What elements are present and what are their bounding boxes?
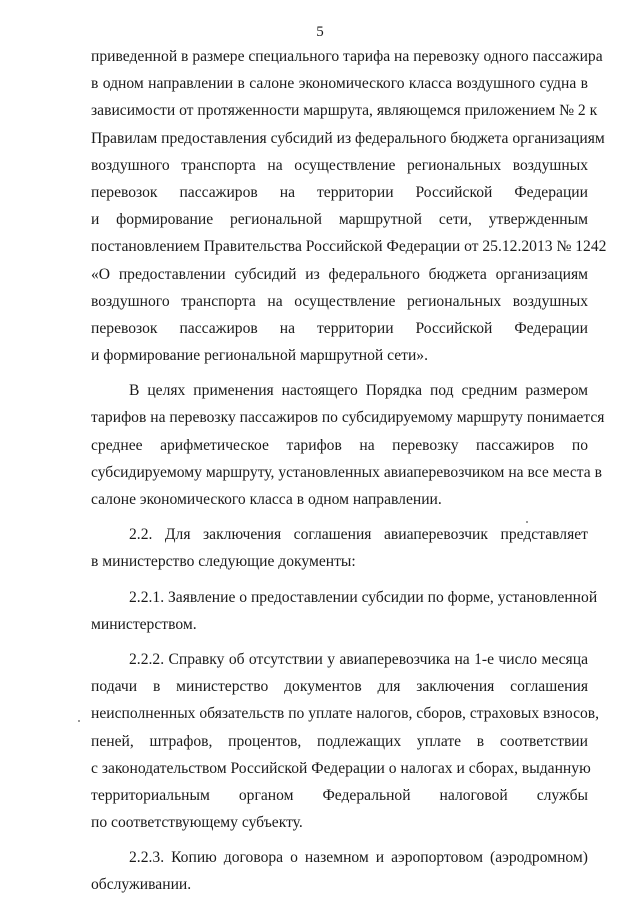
text-line: салоне экономического класса в одном направлении. <box>91 491 442 508</box>
text-line: и формирование региональной маршрутной сети, утвержденным <box>91 211 588 229</box>
paragraph-gap <box>91 638 588 646</box>
text-line: обслуживании. <box>91 876 192 894</box>
scan-speck <box>78 720 80 722</box>
text-line: постановлением Правительства Российской Федерации от 25.12.2013 № 1242 <box>91 238 607 256</box>
text-line: 2.2.3. Копию договора о наземном и аэропортовом (аэродромном) <box>129 849 588 867</box>
paragraph-gap <box>91 369 588 377</box>
text-line: Правилам предоставления субсидий из федерального бюджета организациям <box>91 129 605 147</box>
text-line: неисполненных обязательств по уплате налогов, сборов, страховых взносов, <box>91 705 600 723</box>
scan-speck <box>526 521 528 523</box>
text-line: приведенной в размере специального тарифа на перевозку одного пассажира <box>91 48 603 65</box>
text-line: перевозок пассажиров на территории Российской Федерации <box>91 319 588 337</box>
page-number: 5 <box>316 24 324 40</box>
text-line: подачи в министерство документов для заключения соглашения <box>91 678 588 696</box>
paragraph-gap <box>91 576 588 584</box>
text-line: зависимости от протяженности маршрута, являющемся приложением № 2 к <box>91 102 598 120</box>
text-line: и формирование региональной маршрутной сети». <box>91 347 429 365</box>
text-line: в министерство следующие документы: <box>91 553 356 571</box>
text-line: по соответствующему субъекту. <box>91 814 303 832</box>
text-line: перевозок пассажиров на территории Российской Федерации <box>91 183 588 201</box>
document-body <box>91 43 607 899</box>
text-line: 2.2.2. Справку об отсутствии у авиаперевозчика на 1-е число месяца <box>129 650 588 668</box>
paragraph-gap <box>91 513 588 521</box>
text-line: с законодательством Российской Федерации о налогах и сборах, выданную <box>91 759 591 777</box>
text-line: среднее арифметическое тарифов на перевозку пассажиров по <box>91 436 588 454</box>
text-line: воздушного транспорта на осуществление региональных воздушных <box>91 156 588 174</box>
text-line: В целях применения настоящего Порядка под средним размером <box>129 382 588 400</box>
text-line: «О предоставлении субсидий из федерального бюджета организациям <box>91 265 588 283</box>
text-line: территориальным органом Федеральной налоговой службы <box>91 786 588 804</box>
paragraph-gap <box>91 836 588 844</box>
text-line: 2.2. Для заключения соглашения авиаперевозчик представляет <box>129 526 588 544</box>
text-line: тарифов на перевозку пассажиров по субсидируемому маршруту понимается <box>91 409 605 427</box>
text-line: 2.2.1. Заявление о предоставлении субсидии по форме, установленной <box>129 588 598 606</box>
text-line: субсидируемому маршруту, установленных авиаперевозчиком на все места в <box>91 463 602 481</box>
text-line: пеней, штрафов, процентов, подлежащих уплате в соответствии <box>91 732 588 750</box>
text-line: министерством. <box>91 615 197 633</box>
text-line: воздушного транспорта на осуществление региональных воздушных <box>91 292 588 310</box>
text-line: в одном направлении в салоне экономического класса воздушного судна в <box>91 75 588 93</box>
